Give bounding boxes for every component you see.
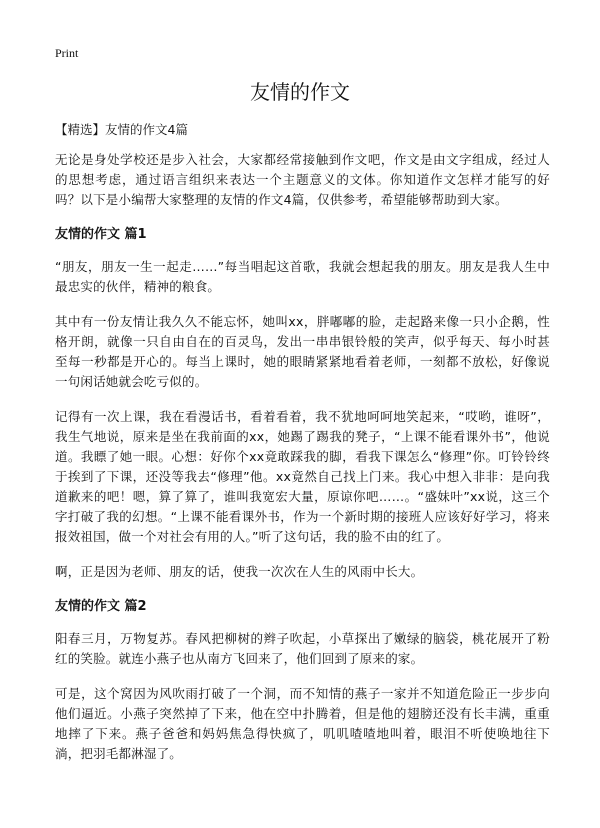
section-heading: 友情的作文 篇2 xyxy=(55,599,147,614)
paragraph: 记得有一次上课，我在看漫话书，看着看着，我不犹地呵呵地笑起来，“哎哟，谁呀”，我生气地说，原来是坐在我前面的xx，她踢了踢我的凳子，“上课不能看课外书”，他说道。我瞟了她一眼。心想：好你个xx竟敢踩我的脚，看我下课怎么“修理”你。叮铃铃终于挨到了下课，还没等我去“修理”他。xx竟然自己找上门来。我心中想入非非：是向我道歉来的吧！嗯，算了算了，谁叫我宽宏大量，原谅你吧……。“盛妹叶”xx说，这三个字打破了我的幻想。“上课不能看课外书，作为一个新时期的接班人应该好好学习，将来报效祖国，做一个对社会有用的人。”听了这句话，我的脸不由的红了。 xyxy=(55,409,550,544)
paragraph: 阳春三月，万物复苏。春风把柳树的辫子吹起，小草探出了嫩绿的脑袋，桃花展开了粉红的笑脸。就连小燕子也从南方飞回来了，他们回到了原来的家。 xyxy=(55,631,550,666)
paragraph: 可是，这个窝因为风吹雨打破了一个洞，而不知情的燕子一家并不知道危险正一步步向他们逼近。小燕子突然掉了下来，他在空中扑腾着，但是他的翅膀还没有长丰满，重重地摔了下来。燕子爸爸和妈妈焦急得快疯了，叽叽喳喳地叫着，眼泪不听使唤地往下淌，把羽毛都淋湿了。 xyxy=(55,686,550,761)
paragraph: 其中有一份友情让我久久不能忘怀，她叫xx，胖嘟嘟的脸，走起路来像一只小企鹅，性格开朗，就像一只自由自在的百灵鸟，发出一串串银铃般的笑声，似乎每天、每小时甚至每一秒都是开心的。每当上课时，她的眼睛紧紧地看着老师，一刻都不放松，好像说一句闲话她就会吃亏似的。 xyxy=(55,314,550,389)
intro-paragraph: 无论是身处学校还是步入社会，大家都经常接触到作文吧，作文是由文字组成，经过人的思想考虑，通过语言组织来表达一个主题意义的文体。你知道作文怎样才能写的好吗？以下是小编帮大家整理的友情的作文4篇，仅供参考，希望能够帮助到大家。 xyxy=(55,152,550,207)
section-heading: 友情的作文 篇1 xyxy=(55,227,147,242)
paragraph: 啊，正是因为老师、朋友的话，使我一次次在人生的风雨中长大。 xyxy=(55,564,424,579)
paragraph: “朋友，朋友一生一起走……”每当唱起这首歌，我就会想起我的朋友。朋友是我人生中最忠实的伙伴，精神的粮食。 xyxy=(55,259,550,294)
print-link[interactable]: Print xyxy=(55,46,79,60)
article-subtitle: 【精选】友情的作文4篇 xyxy=(55,122,188,137)
page-title: 友情的作文 xyxy=(250,80,350,104)
article-body xyxy=(55,150,550,779)
